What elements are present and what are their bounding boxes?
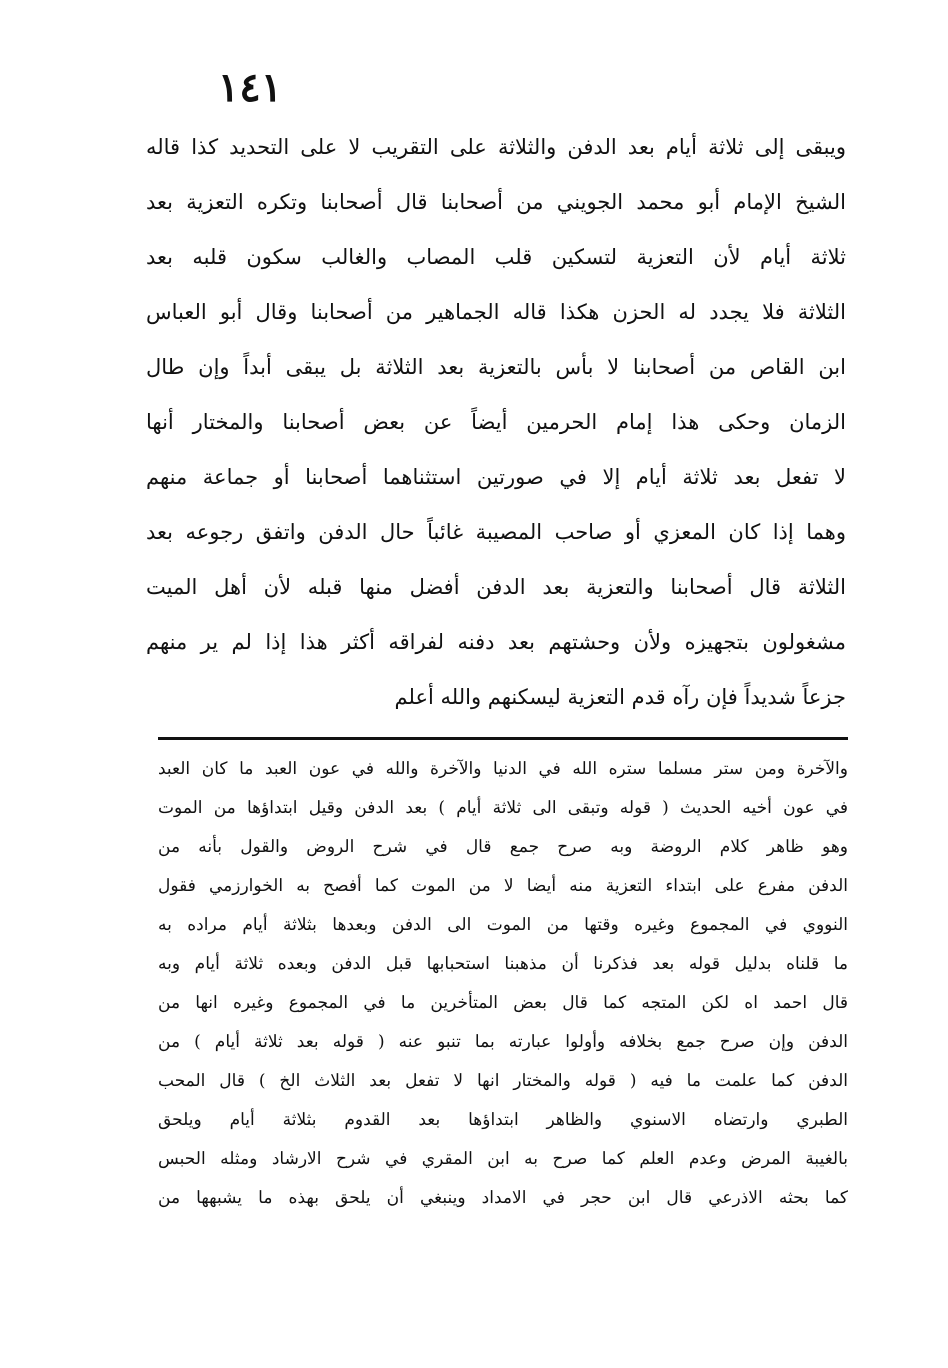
- commentary-line: الطبري وارتضاه الاسنوي والظاهر ابتداؤها بعد القدوم بثلاثة أيام ويلحق: [158, 1110, 848, 1130]
- commentary-block: [158, 750, 848, 1270]
- main-text-line: جزعاً شديداً فإن رآه قدم التعزية ليسكنهم والله أعلم: [394, 685, 846, 709]
- main-text-line: الثلاثة فلا يجدد له الحزن هكذا قاله الجماهير من أصحابنا وقال أبو العباس: [146, 300, 846, 324]
- main-text-line: ثلاثة أيام لأن التعزية لتسكين قلب المصاب والغالب سكون قلبه بعد: [146, 245, 846, 269]
- main-text-line: مشغولون بتجهيزه ولأن وحشتهم بعد دفنه لفراقه أكثر هذا إذا لم ير منهم: [146, 630, 846, 654]
- main-text-line: ويبقى إلى ثلاثة أيام بعد الدفن والثلاثة على التقريب لا على التحديد كذا قاله: [146, 135, 846, 159]
- commentary-line: في عون أخيه الحديث ( قوله وتبقى الى ثلاثة أيام ) بعد الدفن وقيل ابتداؤها من الموت: [158, 798, 848, 818]
- commentary-line: ما قلناه بدليل قوله بعد فذكرنا أن مذهبنا استحبابها قبل الدفن وبعده ثلاثة أيام وبه: [158, 954, 848, 974]
- main-text-line: لا تفعل بعد ثلاثة أيام إلا في صورتين استثناهما أصحابنا أو جماعة منهم: [146, 465, 846, 489]
- commentary-line: قال احمد اه لكن المتجه كما قال بعض المتأخرين ما في المجموع وغيره انها من: [158, 993, 848, 1013]
- main-text-line: وهما إذا كان المعزي أو صاحب المصيبة غائباً حال الدفن واتفق رجوعه بعد: [146, 520, 846, 544]
- commentary-line: الدفن وإن صرح جمع بخلافه وأولوا عبارته بما تنبو عنه ( قوله بعد ثلاثة أيام ) من: [158, 1032, 848, 1052]
- commentary-line: النووي في المجموع وغيره وقتها من الموت الى الدفن وبعدها بثلاثة أيام مراده به: [158, 915, 848, 935]
- commentary-line: كما بحثه الاذرعي قال ابن حجر في الامداد وينبغي أن يلحق بهذه ما يشبهها من: [158, 1188, 848, 1208]
- commentary-line: الدفن كما علمت ما فيه ( قوله والمختار انها لا تفعل بعد الثلاث الخ ) قال المحب: [158, 1071, 848, 1091]
- main-text-line: ابن القاص من أصحابنا لا بأس بالتعزية بعد الثلاثة بل يبقى أبداً وإن طال: [146, 355, 846, 379]
- main-text-line: الزمان وحكى هذا إمام الحرمين أيضاً عن بعض أصحابنا والمختار أنها: [146, 410, 846, 434]
- commentary-line: والآخرة ومن ستر مسلما ستره الله في الدنيا والآخرة والله في عون العبد ما كان العبد: [158, 759, 848, 779]
- commentary-line: بالغيبة المرض وعدم العلم كما صرح به ابن المقري في شرح الارشاد ومثله الحبس: [158, 1149, 848, 1169]
- commentary-line: الدفن مفرع على ابتداء التعزية منه أيضا لا من الموت كما أفصح به الخوارزمي فقول: [158, 876, 848, 896]
- main-text-line: الشيخ الإمام أبو محمد الجويني من أصحابنا قال أصحابنا وتكره التعزية بعد: [146, 190, 846, 214]
- commentary-line: وهو ظاهر كلام الروضة وبه صرح جمع قال في شرح الروض والقول بأنه من: [158, 837, 848, 857]
- separator-rule: [158, 737, 848, 740]
- main-text-block: [146, 120, 846, 725]
- page-number: ١٤١: [217, 64, 283, 111]
- main-text-line: الثلاثة قال أصحابنا والتعزية بعد الدفن أفضل منها قبله لأن أهل الميت: [146, 575, 846, 599]
